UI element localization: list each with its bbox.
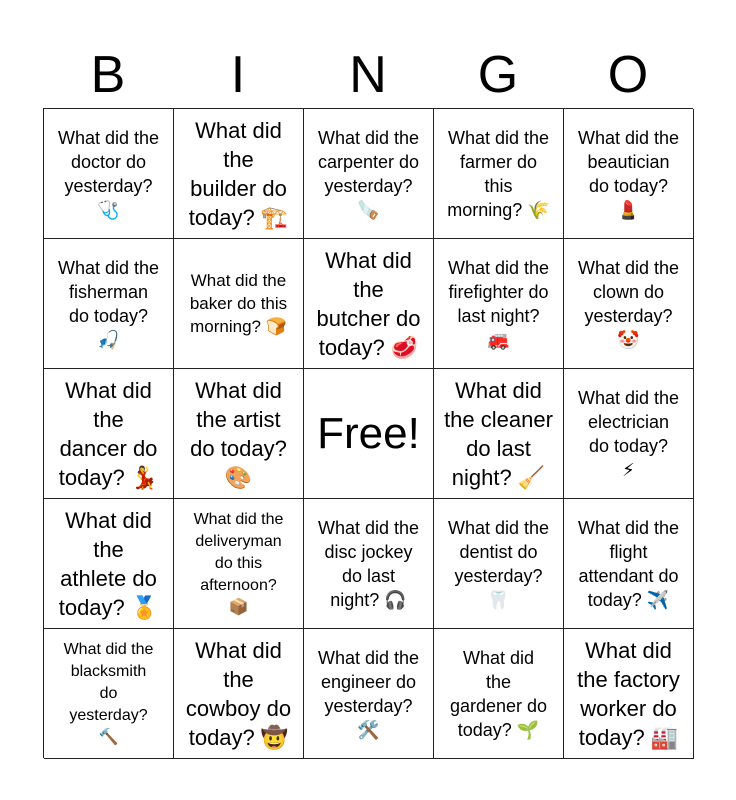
free-space[interactable]	[304, 369, 434, 499]
bingo-cell[interactable]	[434, 109, 564, 239]
bingo-cell[interactable]	[44, 629, 174, 759]
cell-text: What did the cleaner do last night? 🧹	[444, 377, 553, 490]
header-letter-i: I	[230, 46, 246, 104]
cell-text: What did the electrician do today? ⚡	[577, 387, 680, 480]
bingo-cell[interactable]	[434, 369, 564, 499]
bingo-cell[interactable]	[434, 629, 564, 759]
bingo-cell[interactable]	[304, 109, 434, 239]
bingo-cell[interactable]	[564, 109, 694, 239]
bingo-cell[interactable]	[564, 629, 694, 759]
cell-text: What did the deliveryman do this afternoon? 📦	[193, 510, 284, 616]
bingo-cell[interactable]	[174, 369, 304, 499]
bingo-cell[interactable]	[174, 109, 304, 239]
bingo-cell[interactable]	[564, 369, 694, 499]
cell-text: What did the factory worker do today? 🏭	[577, 637, 680, 750]
bingo-cell[interactable]	[174, 629, 304, 759]
bingo-cell[interactable]	[174, 499, 304, 629]
cell-text: What did the flight attendant do today? ✈️	[577, 517, 680, 610]
bingo-cell[interactable]	[304, 499, 434, 629]
cell-text: What did the butcher do today? 🥩	[316, 247, 421, 360]
bingo-cell[interactable]	[434, 239, 564, 369]
cell-text: What did the disc jockey do last night? 🎧	[317, 517, 420, 610]
bingo-cell[interactable]	[44, 499, 174, 629]
header-letter-o: O	[607, 46, 649, 104]
cell-text: What did the gardener do today? 🌱	[449, 647, 548, 740]
free-space-label: Free!	[317, 408, 420, 458]
cell-text: What did the carpenter do yesterday? 🪚	[317, 127, 420, 220]
bingo-cell[interactable]	[44, 239, 174, 369]
cell-text: What did the doctor do yesterday? 🩺	[57, 127, 160, 220]
cell-text: What did the firefighter do last night? 🚒	[447, 257, 550, 350]
header-letter-g: G	[477, 46, 519, 104]
cell-text: What did the cowboy do today? 🤠	[185, 637, 292, 750]
cell-text: What did the blacksmith do yesterday? 🔨	[63, 640, 154, 746]
cell-text: What did the beautician do today? 💄	[577, 127, 680, 220]
bingo-cell[interactable]	[44, 109, 174, 239]
bingo-cell[interactable]	[44, 369, 174, 499]
cell-text: What did the baker do this morning? 🍞	[189, 271, 288, 336]
cell-text: What did the dentist do yesterday? 🦷	[447, 517, 550, 610]
bingo-cell[interactable]	[174, 239, 304, 369]
header-letter-n: N	[349, 46, 387, 104]
cell-text: What did the fisherman do today? 🎣	[57, 257, 160, 350]
bingo-grid	[43, 108, 693, 758]
bingo-cell[interactable]	[304, 239, 434, 369]
bingo-cell[interactable]	[304, 629, 434, 759]
cell-text: What did the engineer do yesterday? 🛠️	[317, 647, 420, 740]
cell-text: What did the dancer do today? 💃	[58, 377, 159, 490]
header-letter-b: B	[90, 46, 126, 104]
cell-text: What did the athlete do today? 🏅	[58, 507, 159, 620]
cell-text: What did the clown do yesterday? 🤡	[577, 257, 680, 350]
cell-text: What did the builder do today? 🏗️	[188, 117, 289, 230]
cell-text: What did the farmer do this morning? 🌾	[447, 127, 550, 220]
bingo-cell[interactable]	[434, 499, 564, 629]
bingo-cell[interactable]	[564, 499, 694, 629]
cell-text: What did the artist do today? 🎨	[190, 377, 287, 490]
bingo-header	[43, 40, 693, 110]
bingo-cell[interactable]	[564, 239, 694, 369]
